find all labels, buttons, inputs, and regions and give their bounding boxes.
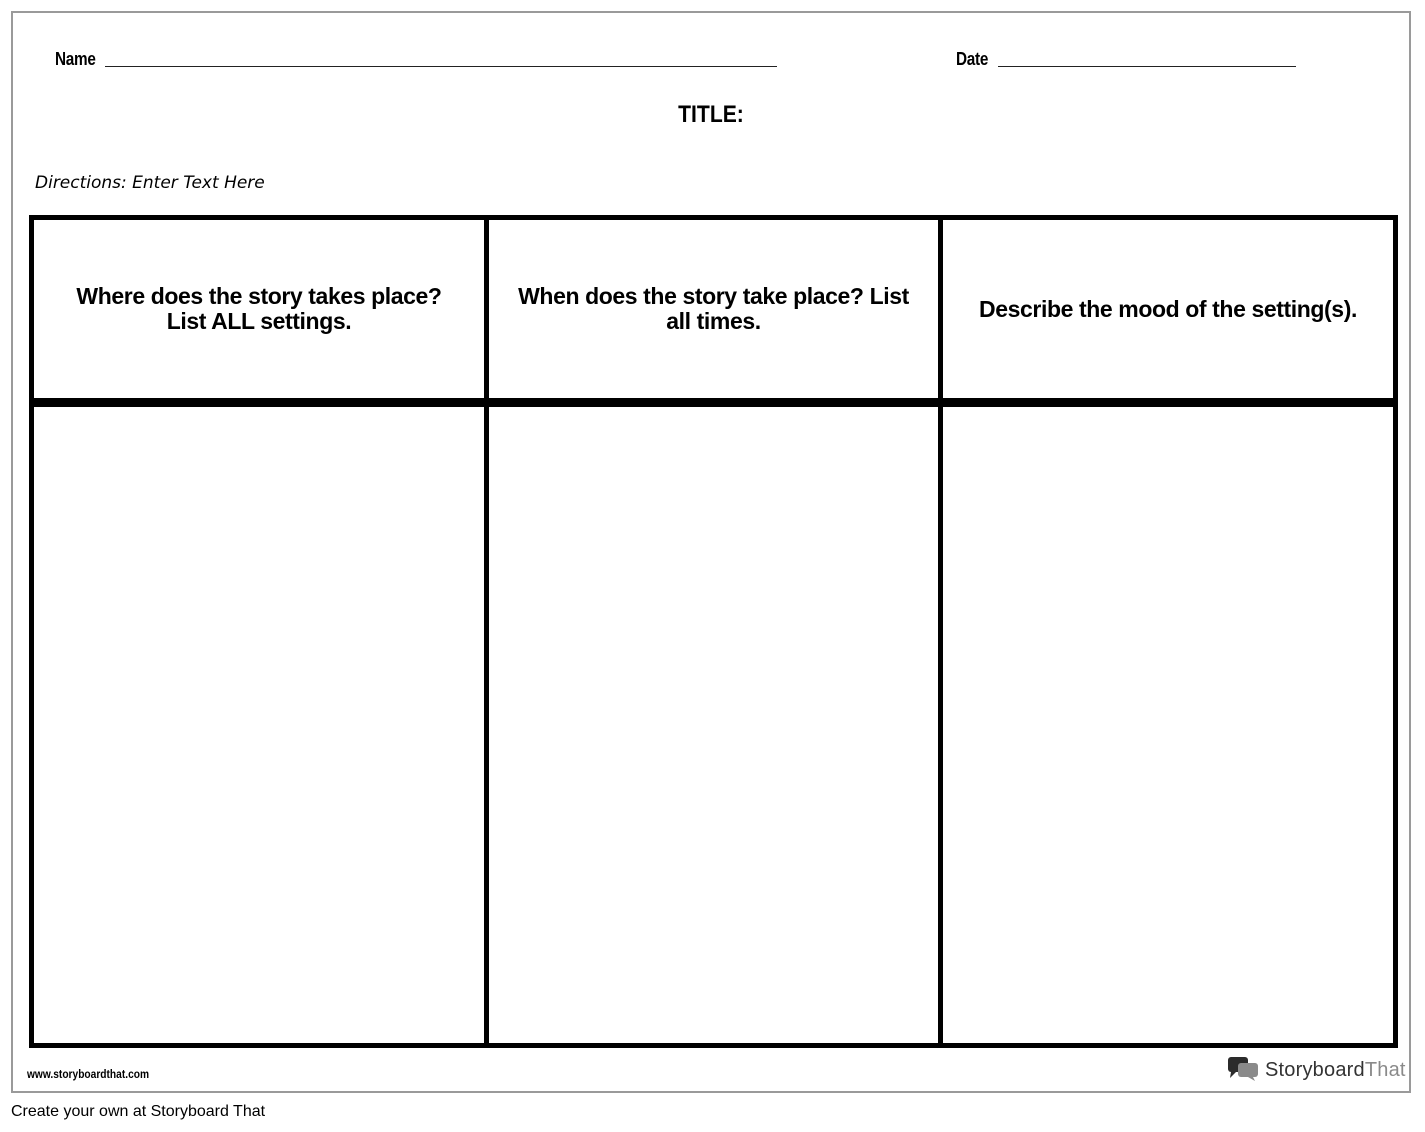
name-label: Name bbox=[55, 49, 96, 69]
date-label: Date bbox=[956, 49, 989, 69]
name-line[interactable] bbox=[105, 66, 777, 67]
worksheet-title: TITLE: bbox=[678, 101, 744, 128]
worksheet-page bbox=[11, 11, 1411, 1093]
logo-word-that: That bbox=[1364, 1059, 1406, 1081]
setting-chart-table bbox=[29, 215, 1398, 1048]
storyboardthat-logo bbox=[1227, 1055, 1406, 1086]
logo-word-storyboard: Storyboard bbox=[1265, 1059, 1365, 1081]
column-divider-1 bbox=[484, 220, 489, 1043]
answer-cell-mood[interactable] bbox=[943, 407, 1393, 1043]
logo-wordmark bbox=[1265, 1059, 1406, 1082]
column-header-mood bbox=[943, 220, 1393, 398]
date-line[interactable] bbox=[998, 66, 1296, 67]
column-header-where bbox=[34, 220, 484, 398]
answer-cell-when[interactable] bbox=[489, 407, 938, 1043]
column-header-mood-text: Describe the mood of the setting(s). bbox=[979, 295, 1357, 322]
directions-text: Directions: Enter Text Here bbox=[35, 173, 265, 193]
create-your-own-link[interactable]: Create your own at Storyboard That bbox=[11, 1103, 266, 1120]
column-header-when-text: When does the story take place? List all times. bbox=[518, 283, 909, 334]
answer-cell-where[interactable] bbox=[34, 407, 484, 1043]
column-divider-2 bbox=[938, 220, 943, 1043]
speech-bubbles-icon bbox=[1227, 1055, 1259, 1086]
column-header-when bbox=[489, 220, 938, 398]
header-divider bbox=[34, 398, 1393, 407]
column-header-where-text: Where does the story takes place? List ALL settings. bbox=[76, 283, 442, 334]
footer-url: www.storyboardthat.com bbox=[27, 1067, 150, 1081]
